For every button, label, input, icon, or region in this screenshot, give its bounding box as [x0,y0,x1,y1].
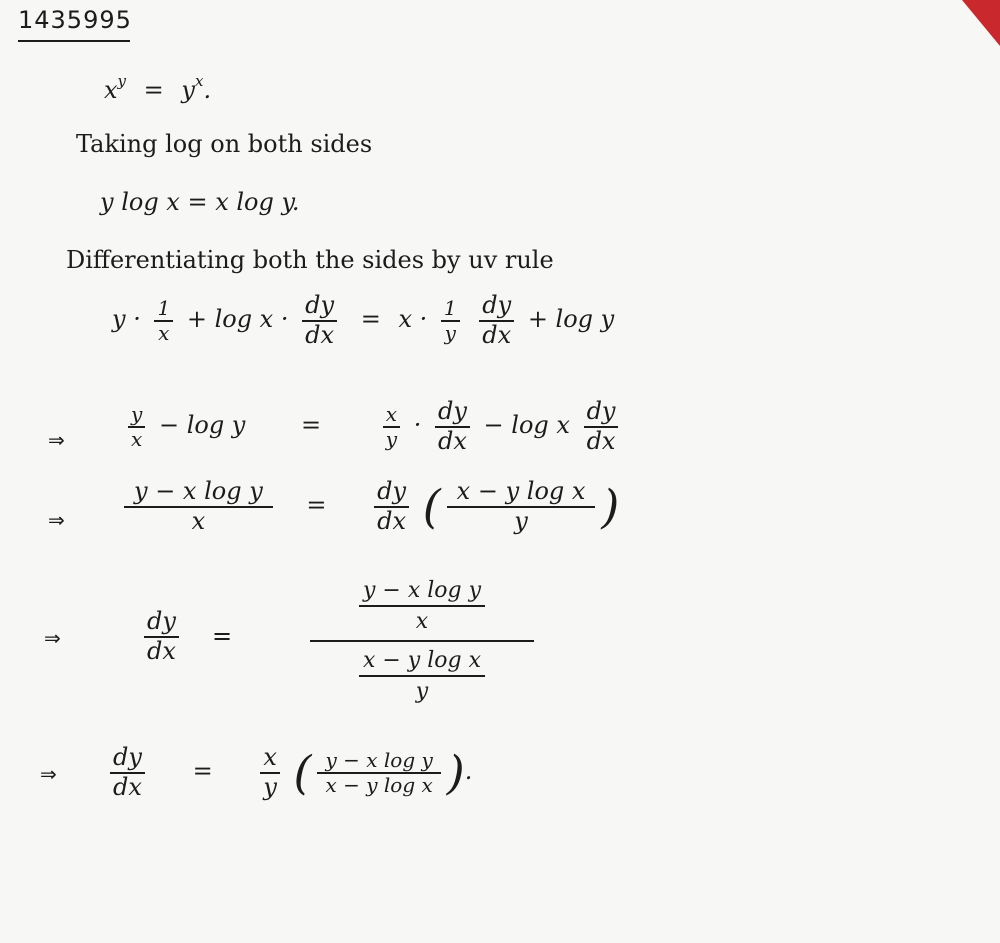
fraction-paren: $\frac{\text{y − x log y}}{\text{x − y log x}}$ [317,749,440,797]
term-y: y [112,305,126,334]
fraction-paren: $\frac{\text{x − y log x}}{y}$ [447,478,596,535]
compound-denominator: $\frac{\text{x − y log x}}{y}$ [347,642,497,704]
derivative-dy-dx: $\frac{dy}{dx}$ [110,744,145,801]
rhs-exponent: x [194,72,204,90]
differentiated-equation: y · $\frac{1}{x}$ + log x · $\frac{dy}{dx}$ = x · $\frac{1}{y}$ $\frac{dy}{dx}$ + log y [112,291,615,349]
derivative-dy-dx: $\frac{dy}{dx}$ [479,292,514,349]
implies-arrow: ⇒ [44,626,61,650]
derivative-dy-dx: $\frac{dy}{dx}$ [144,608,179,665]
derivative-dy-dx: $\frac{dy}{dx}$ [302,292,337,349]
header-underline [18,40,130,42]
fraction-lhs: $\frac{\text{y − x log y}}{x}$ [124,478,273,535]
step-b-equation: $\frac{\text{y − x log y}}{x}$ = $\frac{dy}{dx}$ ( $\frac{\text{x − y log x}}{y}$ ) [118,478,619,535]
derivative-dy-dx: $\frac{dy}{dx}$ [435,398,470,455]
compound-fraction [308,578,536,704]
term-minus-log-x: − log x [483,411,570,440]
lhs-exponent: y [117,72,127,90]
equals-sign: = [192,757,213,786]
compound-numerator: $\frac{\text{y − x log y}}{x}$ [310,578,534,642]
fraction-y-over-x: $\frac{y}{x}$ [128,403,145,451]
fraction-one-over-x: $\frac{1}{x}$ [154,297,173,345]
implies-arrow: ⇒ [48,508,65,532]
log-equation: y log x = x log y. [100,188,300,216]
equals-sign: = [306,491,327,520]
implies-arrow: ⇒ [48,428,65,452]
equals-sign: = [212,622,233,650]
term-x: x · [398,305,428,334]
fraction-one-over-y: $\frac{1}{y}$ [441,297,460,345]
derivative-dy-dx: $\frac{dy}{dx}$ [374,478,409,535]
derivative-dy-dx: $\frac{dy}{dx}$ [584,398,619,455]
step-text-log: Taking log on both sides [76,130,373,158]
step-c-lhs [138,608,185,665]
equals-sign: = [143,76,164,104]
term-log-x: + log x · [186,305,289,334]
fraction-x-over-y: $\frac{x}{y}$ [260,744,280,801]
red-corner-decoration [962,0,1000,46]
equals-sign: = [360,305,381,334]
end-period: . [203,76,212,104]
rhs-base: y [181,76,195,104]
given-equation [104,72,211,104]
step-a-equation: $\frac{y}{x}$ − log y = $\frac{x}{y}$ · $\frac{dy}{dx}$ − log x $\frac{dy}{dx}$ [122,398,624,455]
lhs-base: x [104,76,118,104]
term-log-y: + log y [527,305,615,334]
step-text-differentiate: Differentiating both the sides by uv rule [66,246,554,274]
equals-sign: = [301,411,322,440]
end-period: . [464,757,473,786]
question-id: 1435995 [18,6,132,34]
final-equation: $\frac{dy}{dx}$ = $\frac{x}{y}$ ( $\frac{\text{y − x log y}}{\text{x − y log x}}$ ). [104,744,472,801]
implies-arrow: ⇒ [40,762,57,786]
fraction-x-over-y: $\frac{x}{y}$ [383,403,400,451]
term-minus-log-y: − log y [158,411,246,440]
question-id-header [18,6,132,42]
